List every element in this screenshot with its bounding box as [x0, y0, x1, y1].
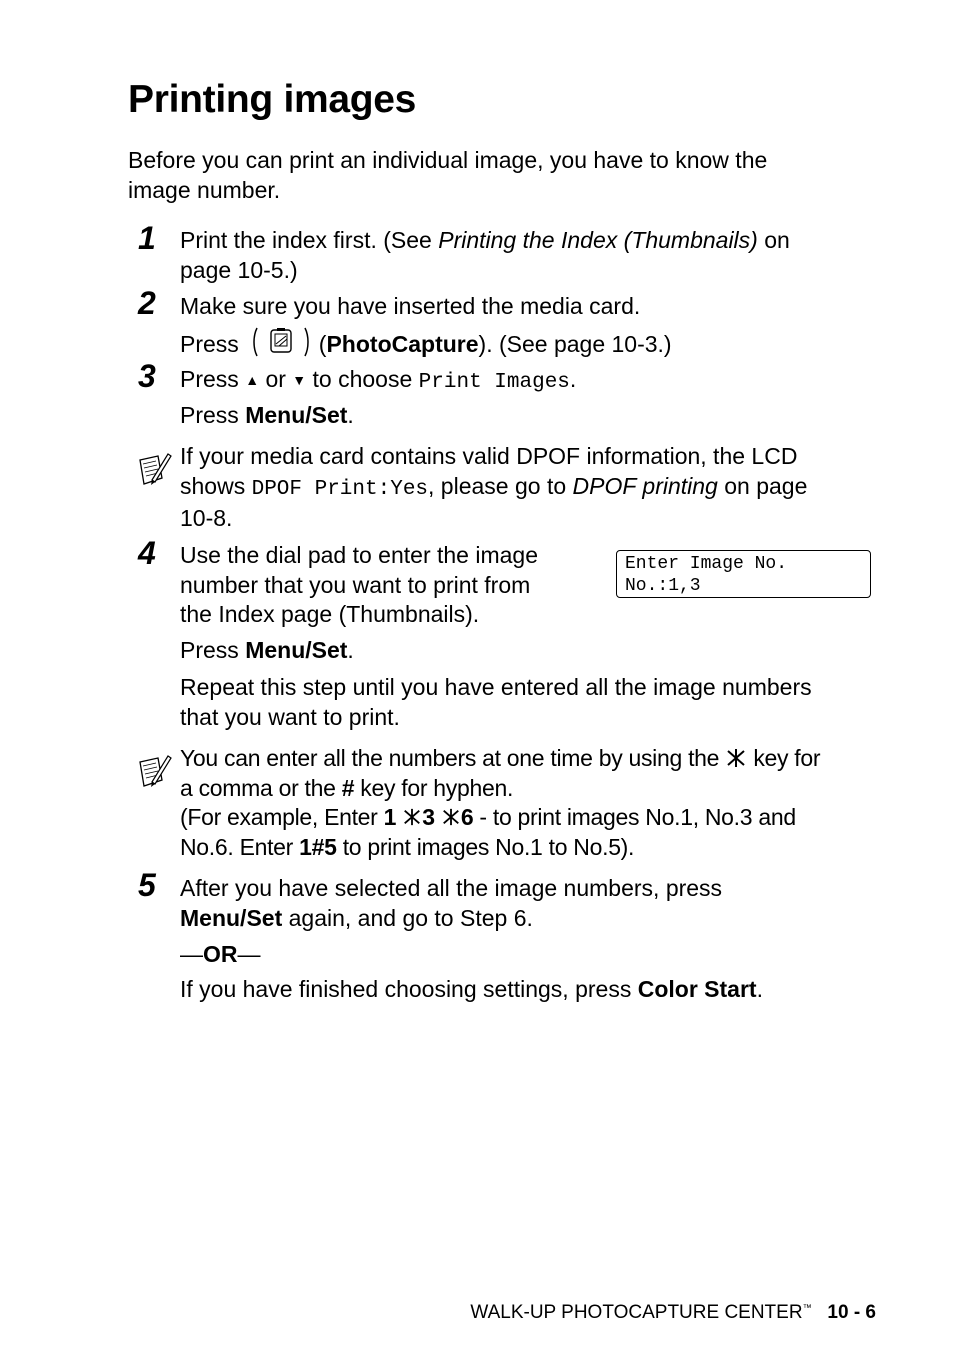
note-1-end: on page — [717, 472, 808, 499]
step-4-press: Press — [180, 637, 246, 663]
star-key-icon — [402, 807, 422, 827]
page-number: 10 - 6 — [827, 1302, 876, 1323]
step-5-text — [180, 874, 722, 933]
step-4-repeat — [180, 673, 812, 732]
step-4-line-3: the Index page (Thumbnails). — [180, 601, 480, 627]
note-2-a: You can enter all the numbers at one time by using the — [180, 745, 720, 771]
note-1-line-1: If your media card contains valid DPOF information, the LCD — [180, 443, 798, 469]
step-2-open-paren: ( — [318, 331, 327, 358]
star-key-icon — [725, 748, 747, 768]
step-4-line-2: number that you want to print from — [180, 571, 531, 598]
step-3-line-2 — [180, 401, 354, 431]
step-4-menu-set-key: Menu/Set — [245, 637, 348, 663]
key-1-hash-5: 1#5 — [299, 833, 337, 860]
note-2-line-3b: - to print images No.1, No.3 and — [473, 804, 796, 830]
step-5-line-2: again, and go to Step 6. — [282, 904, 533, 931]
step-1-text — [180, 226, 790, 285]
step-1-number: 1 — [138, 220, 155, 256]
lcd-line-2: No.:1,3 — [625, 576, 701, 596]
note-2-line-2a: a comma or the — [180, 774, 342, 801]
note-2-text — [180, 744, 820, 862]
note-1-line-3: 10-8. — [180, 505, 233, 531]
page-footer — [470, 1302, 876, 1324]
step-3-press-2: Press — [180, 402, 246, 428]
step-5-menu-set-key: Menu/Set — [180, 904, 283, 931]
up-arrow-icon: ▲ — [245, 372, 260, 388]
note-2-line-3a: (For example, Enter — [180, 804, 384, 830]
footer-chapter: WALK-UP PHOTOCAPTURE CENTER — [470, 1302, 803, 1323]
note-1-mid: , please go to — [428, 472, 573, 499]
or-label: OR — [203, 941, 238, 967]
note-1-lcd-text: DPOF Print:Yes — [251, 477, 429, 501]
step-2-press-line — [180, 328, 672, 364]
step-5-dot: . — [756, 976, 763, 1002]
hash-key: # — [341, 774, 355, 801]
intro-paragraph — [128, 146, 767, 205]
step-4-text — [180, 541, 538, 630]
step-2-line-1: Make sure you have inserted the media card. — [180, 293, 641, 319]
step-5-line-3-text: If you have finished choosing settings, press — [180, 976, 638, 1002]
note-2-line-4a: No.6. Enter — [180, 833, 300, 860]
star-key-icon — [441, 807, 461, 827]
step-4-press-line — [180, 636, 354, 666]
step-4-line-1: Use the dial pad to enter the image — [180, 542, 539, 568]
step-3-dot: . — [569, 366, 577, 392]
lcd-line-1: Enter Image No. — [625, 554, 788, 574]
step-4-dot: . — [347, 637, 354, 663]
step-3-menu-set-key: Menu/Set — [245, 402, 348, 428]
note-1-text — [180, 442, 807, 534]
intro-line-1: Before you can print an individual image, you have to know the — [128, 147, 768, 173]
note-1-reference: DPOF printing — [572, 472, 718, 499]
step-2-close: ). (See page 10-3.) — [478, 331, 672, 358]
step-3-press: Press — [180, 366, 239, 392]
note-pencil-icon — [136, 752, 172, 790]
key-6: 6 — [460, 804, 474, 830]
color-start-key: Color Start — [637, 976, 757, 1002]
step-3-choose: to choose — [312, 366, 413, 392]
note-2-b: key for — [753, 745, 821, 771]
step-3-line-1 — [180, 365, 576, 398]
step-5-line-1: After you have selected all the image numbers, press — [180, 875, 723, 901]
or-separator — [180, 940, 261, 970]
step-3-number: 3 — [138, 358, 155, 394]
note-2-line-4b: to print images No.1 to No.5). — [336, 833, 635, 860]
step-4-repeat-line-2: that you want to print. — [180, 703, 400, 730]
note-1-shows: shows — [180, 472, 252, 499]
key-3: 3 — [422, 804, 435, 830]
step-1-line-2: page 10-5.) — [180, 256, 298, 283]
photocapture-key-icon — [251, 324, 311, 360]
key-1: 1 — [383, 804, 397, 830]
down-arrow-icon: ▼ — [292, 372, 307, 388]
step-5-number: 5 — [138, 867, 155, 903]
note-pencil-icon — [136, 450, 172, 488]
step-3-or: or — [265, 366, 286, 392]
step-3-option: Print Images — [418, 371, 570, 394]
step-1-text-a: Print the index first. (See — [180, 227, 439, 253]
step-1-text-b: on — [757, 227, 790, 253]
trademark-symbol: ™ — [802, 1302, 812, 1313]
step-4-number: 4 — [138, 535, 155, 571]
step-2-number: 2 — [138, 285, 155, 321]
step-4-repeat-line-1: Repeat this step until you have entered all the image numbers — [180, 674, 812, 700]
photocapture-key-label: PhotoCapture — [326, 331, 479, 358]
step-1-reference: Printing the Index (Thumbnails) — [438, 227, 758, 253]
intro-line-2: image number. — [128, 176, 281, 203]
step-3-dot-2: . — [347, 402, 354, 428]
page-title: Printing images — [128, 78, 417, 121]
step-2-press: Press — [180, 331, 239, 358]
lcd-display — [616, 550, 871, 598]
or-dash-right: — — [237, 941, 261, 967]
note-2-line-2b: key for hyphen. — [354, 774, 514, 801]
or-dash-left: — — [180, 941, 203, 967]
step-5-line-3 — [180, 975, 763, 1005]
